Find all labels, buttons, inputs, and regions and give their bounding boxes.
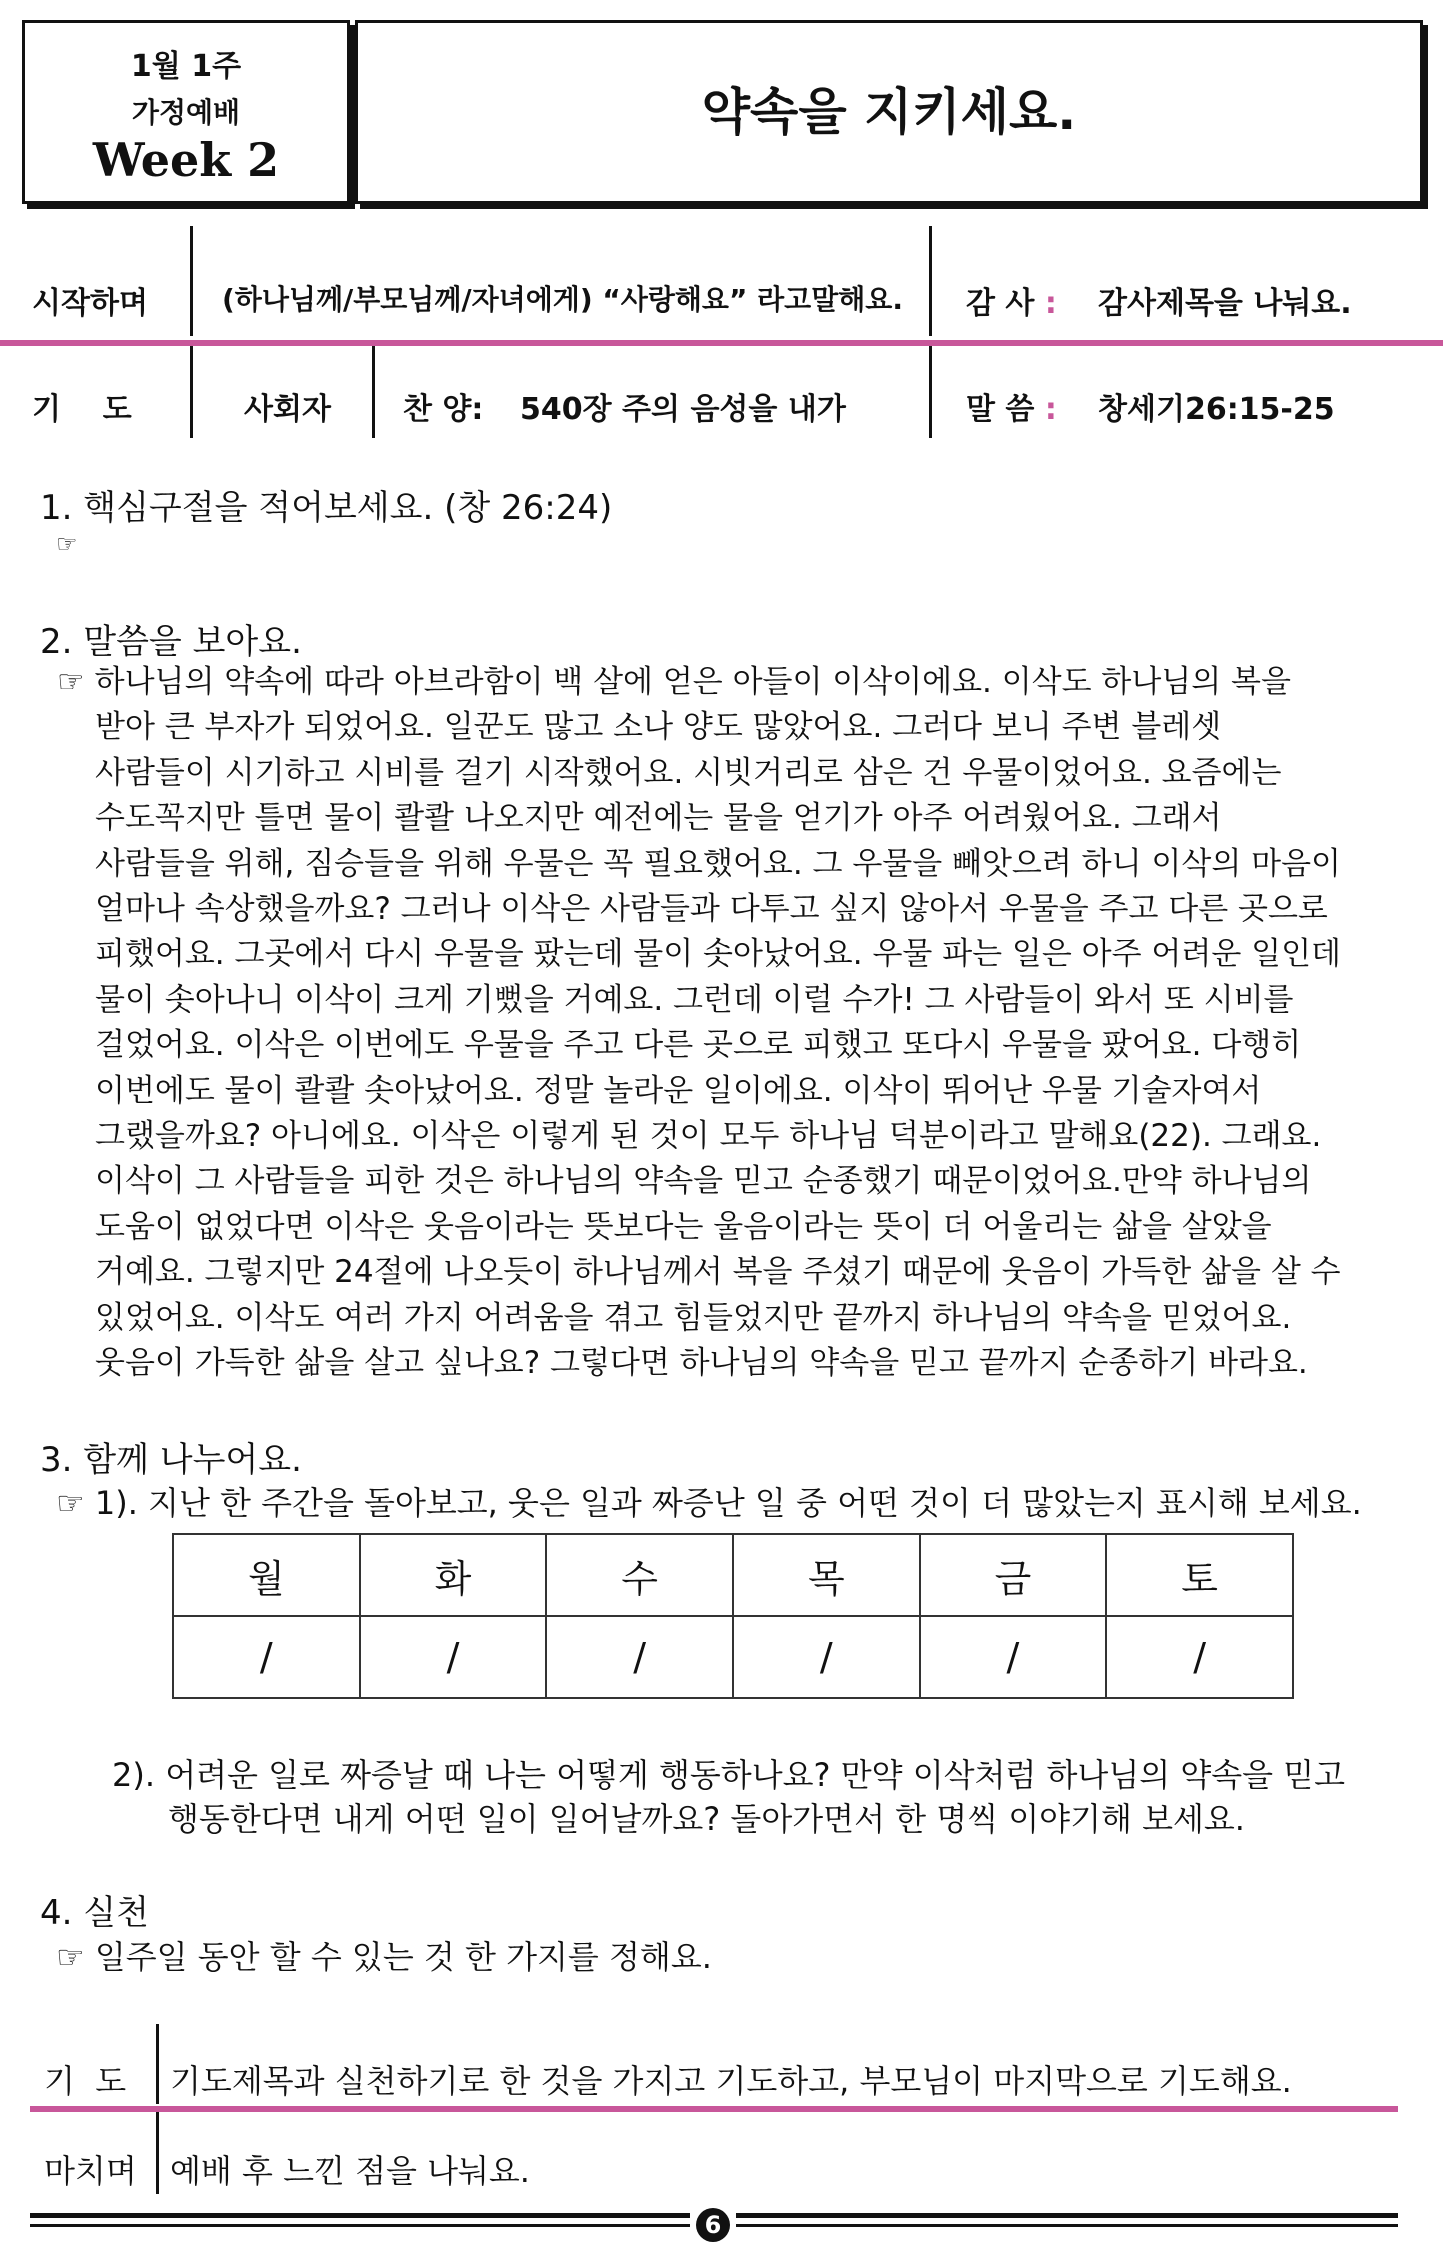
- start-text: (하나님께/부모님께/자녀에게) “사랑해요” 라고말해요.: [222, 283, 903, 316]
- story-line: 수도꼭지만 틀면 물이 콸콸 나오지만 예전에는 물을 얻기가 아주 어려웠어요. 그래서: [95, 800, 1222, 837]
- question-1: ☞ 1). 지난 한 주간을 돌아보고, 웃은 일과 짜증난 일 중 어떤 것이 더 많았는지 표시해 보세요.: [56, 1484, 1362, 1522]
- section3-heading: 3. 함께 나누어요.: [40, 1440, 302, 1480]
- story-line: 이삭이 그 사람들을 피한 것은 하나님의 약속을 믿고 순종했기 때문이었어요.만약 하나님의: [95, 1163, 1312, 1200]
- pink-divider: [30, 2106, 1398, 2112]
- story-line: 사람들을 위해, 짐승들을 위해 우물은 꼭 필요했어요. 그 우물을 빼앗으려 하니 이삭의 마음이: [95, 845, 1341, 882]
- worship-line: 가정예배: [131, 96, 241, 129]
- week-table: [172, 1533, 1294, 1699]
- divider: [156, 2024, 159, 2104]
- page-number: 6: [696, 2208, 730, 2242]
- week-line: 1월 1주: [130, 49, 242, 84]
- closing-end-label: 마치며: [44, 2152, 137, 2190]
- thanks-label: 감 사 :: [966, 286, 1057, 321]
- story-line: 도움이 없었다면 이삭은 웃음이라는 뜻보다는 울음이라는 뜻이 더 어울리는 삶을 살았을: [95, 1208, 1272, 1245]
- day-fri: 금: [920, 1534, 1107, 1616]
- mark-cell[interactable]: /: [546, 1616, 733, 1698]
- section1-heading: 1. 핵심구절을 적어보세요. (창 26:24): [40, 488, 613, 528]
- divider: [190, 226, 193, 336]
- story-line: 받아 큰 부자가 되었어요. 일꾼도 많고 소나 양도 많았어요. 그러다 보니 주변 블레셋: [95, 709, 1222, 746]
- page-title: 약속을 지키세요.: [701, 83, 1077, 141]
- week-label: Week 2: [92, 133, 280, 187]
- word-label: 말 씀 :: [966, 392, 1057, 427]
- question-2-line2: 행동한다면 내게 어떤 일이 일어날까요? 돌아가면서 한 명씩 이야기해 보세요.: [168, 1800, 1245, 1838]
- day-sat: 토: [1106, 1534, 1293, 1616]
- start-label: 시작하며: [32, 286, 148, 321]
- closing-prayer-label: 기 도: [44, 2062, 127, 2100]
- thanks-text: 감사제목을 나눠요.: [1098, 286, 1352, 321]
- title-box: [355, 20, 1423, 204]
- day-mon: 월: [173, 1534, 360, 1616]
- story-line: 그랬을까요? 아니에요. 이삭은 이렇게 된 것이 모두 하나님 덕분이라고 말해요(22). 그래요.: [95, 1118, 1322, 1155]
- story-line: 사람들이 시기하고 시비를 걸기 시작했어요. 시빗거리로 삼은 건 우물이었어요. 요즘에는: [95, 754, 1282, 791]
- footer-rule-right-thin: [736, 2224, 1398, 2227]
- closing-end-text: 예배 후 느낀 점을 나눠요.: [170, 2152, 530, 2190]
- story-line: 웃음이 가득한 삶을 살고 싶나요? 그렇다면 하나님의 약속을 믿고 끝까지 순종하기 바라요.: [95, 1345, 1308, 1382]
- prayer-label: 기 도: [32, 392, 132, 427]
- story-paragraph: [57, 660, 1341, 1387]
- story-line: 있었어요. 이삭도 여러 가지 어려움을 겪고 힘들었지만 끝까지 하나님의 약속을 믿었어요.: [95, 1299, 1292, 1336]
- divider: [190, 346, 193, 438]
- day-thu: 목: [733, 1534, 920, 1616]
- closing-prayer-text: 기도제목과 실천하기로 한 것을 가지고 기도하고, 부모님이 마지막으로 기도해요.: [170, 2062, 1292, 2100]
- divider: [156, 2112, 159, 2194]
- day-tue: 화: [360, 1534, 547, 1616]
- story-line: 거예요. 그렇지만 24절에 나오듯이 하나님께서 복을 주셨기 때문에 웃음이 가득한 삶을 살 수: [95, 1254, 1341, 1291]
- story-line: 이번에도 물이 콸콸 솟아났어요. 정말 놀라운 일이에요. 이삭이 뛰어난 우물 기술자여서: [95, 1072, 1262, 1109]
- leader-label: 사회자: [244, 392, 331, 427]
- hymn-text: 540장 주의 음성을 내가: [520, 392, 846, 427]
- story-line: 물이 솟아나니 이삭이 크게 기뻤을 거예요. 그런데 이럴 수가! 그 사람들이 와서 또 시비를: [95, 981, 1294, 1018]
- section4-heading: 4. 실천: [40, 1893, 149, 1933]
- question-2-line1: 2). 어려운 일로 짜증날 때 나는 어떻게 행동하나요? 만약 이삭처럼 하나님의 약속을 믿고: [112, 1756, 1346, 1794]
- week-badge: [22, 20, 350, 204]
- divider: [372, 346, 375, 438]
- mark-cell[interactable]: /: [173, 1616, 360, 1698]
- mark-cell[interactable]: /: [920, 1616, 1107, 1698]
- mark-cell[interactable]: /: [360, 1616, 547, 1698]
- story-line: 피했어요. 그곳에서 다시 우물을 팠는데 물이 솟아났어요. 우물 파는 일은 아주 어려운 일인데: [95, 936, 1341, 973]
- divider: [929, 226, 932, 336]
- footer-rule-left: [30, 2213, 690, 2218]
- divider: [929, 346, 932, 438]
- practice-text: ☞ 일주일 동안 할 수 있는 것 한 가지를 정해요.: [56, 1938, 712, 1976]
- mark-cell[interactable]: /: [1106, 1616, 1293, 1698]
- hymn-label: 찬 양:: [403, 392, 484, 427]
- footer-rule-left-thin: [30, 2224, 690, 2227]
- word-text: 창세기26:15-25: [1098, 392, 1335, 427]
- section2-heading: 2. 말씀을 보아요.: [40, 622, 302, 662]
- story-line: 얼마나 속상했을까요? 그러나 이삭은 사람들과 다투고 싶지 않아서 우물을 주고 다른 곳으로: [95, 891, 1328, 928]
- story-line: 걸었어요. 이삭은 이번에도 우물을 주고 다른 곳으로 피했고 또다시 우물을 팠어요. 다행히: [95, 1027, 1302, 1064]
- day-wed: 수: [546, 1534, 733, 1616]
- mark-cell[interactable]: /: [733, 1616, 920, 1698]
- story-line: ☞ 하나님의 약속에 따라 아브라함이 백 살에 얻은 아들이 이삭이에요. 이삭도 하나님의 복을: [57, 664, 1291, 700]
- footer-rule-right: [736, 2213, 1398, 2218]
- pointer-icon: ☞: [56, 530, 78, 558]
- pink-divider: [0, 340, 1443, 346]
